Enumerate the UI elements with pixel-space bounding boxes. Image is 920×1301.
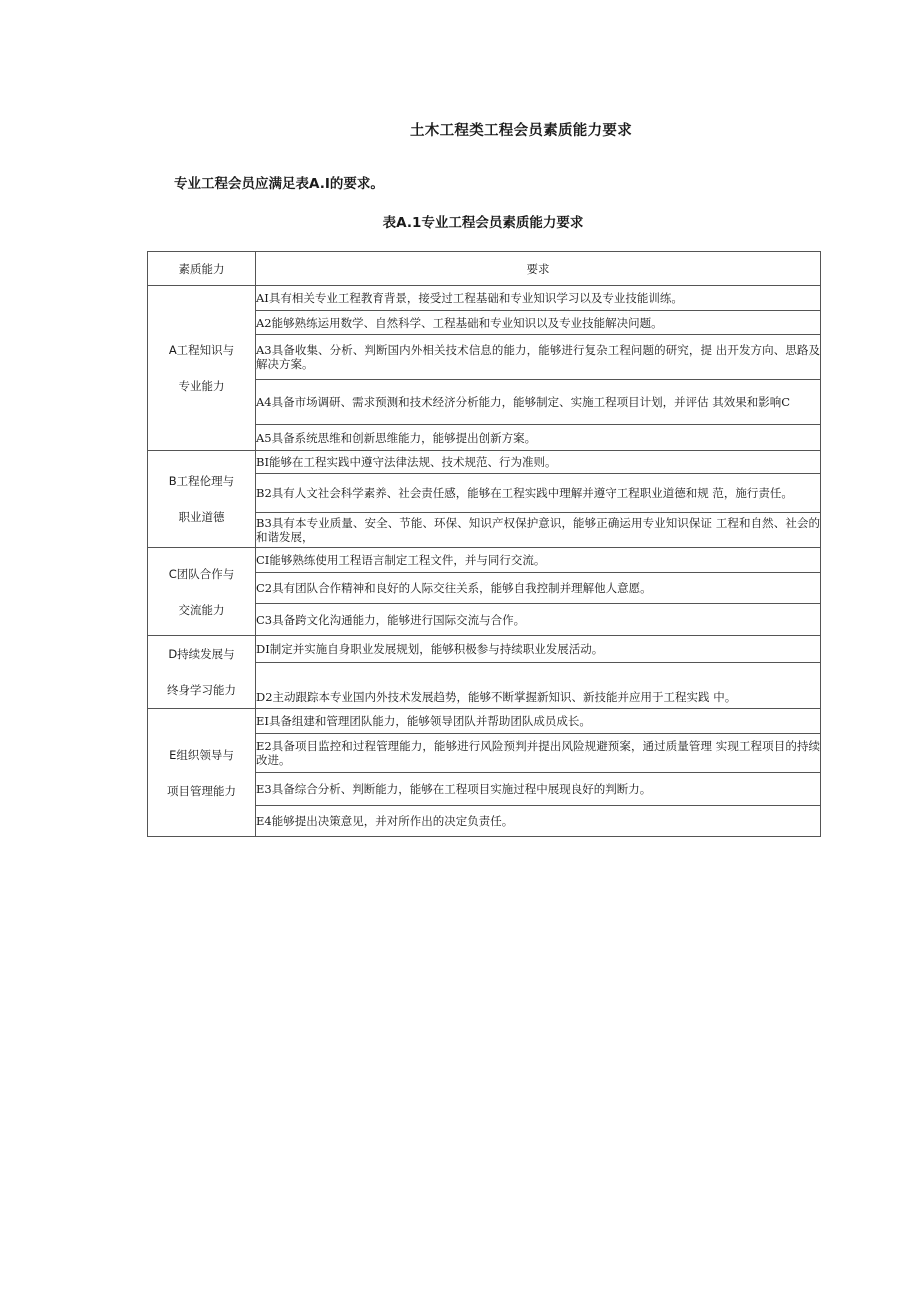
- requirement-item: C2具有团队合作精神和良好的人际交往关系，能够自我控制并理解他人意愿。: [256, 573, 821, 604]
- category-label: 职业道德: [178, 510, 225, 524]
- requirement-item: B2具有人文社会科学素养、社会责任感，能够在工程实践中理解并遵守工程职业道德和规 范，施行责任。: [256, 474, 821, 513]
- requirement-item: A4具备市场调研、需求预测和技术经济分析能力，能够制定、实施工程项目计划，并评估 其效果和影响C: [256, 380, 821, 425]
- requirement-item: DI制定并实施自身职业发展规划，能够积极参与持续职业发展活动。: [256, 636, 821, 663]
- header-requirement: 要求: [256, 252, 821, 286]
- category-label: 终身学习能力: [167, 683, 236, 697]
- requirement-item: E3具备综合分析、判断能力，能够在工程项目实施过程中展现良好的判断力。: [256, 773, 821, 806]
- category-label: 交流能力: [178, 602, 225, 617]
- requirement-item: C3具备跨文化沟通能力，能够进行国际交流与合作。: [256, 604, 821, 636]
- requirement-item: EI具备组建和管理团队能力，能够领导团队并帮助团队成员成长。: [256, 709, 821, 734]
- category-label: 专业能力: [178, 379, 225, 393]
- requirement-item: A3具备收集、分析、判断国内外相关技术信息的能力，能够进行复杂工程问题的研究，提 出开发方向、思路及解决方案。: [256, 335, 821, 380]
- requirement-item: B3具有本专业质量、安全、节能、环保、知识产权保护意识，能够正确运用专业知识保证 工程和自然、社会的和谐发展，: [256, 513, 821, 548]
- table-caption: 表A.1专业工程会员素质能力要求: [382, 215, 584, 231]
- requirement-item: CI能够熟练使用工程语言制定工程文件，并与同行交流。: [256, 548, 821, 573]
- category-e-cell: [148, 709, 256, 837]
- category-label: 项目管理能力: [167, 783, 236, 798]
- page-title: 土木工程类工程会员素质能力要求: [410, 123, 632, 139]
- category-d-cell: [148, 636, 256, 709]
- category-a-cell: [148, 286, 256, 451]
- table-row: [148, 548, 821, 573]
- intro-text: 专业工程会员应满足表A.I的要求。: [174, 176, 384, 192]
- category-c-cell: [148, 548, 256, 636]
- table-header-row: [148, 252, 821, 286]
- requirement-item: A5具备系统思维和创新思维能力，能够提出创新方案。: [256, 425, 821, 451]
- requirements-table: [147, 251, 821, 837]
- category-label: E组织领导与: [169, 747, 234, 762]
- table-row: [148, 709, 821, 734]
- requirement-item: E2具备项目监控和过程管理能力，能够进行风险预判并提出风险规避预案，通过质量管理 实现工程项目的持续改进。: [256, 734, 821, 773]
- category-label: C团队合作与: [168, 566, 235, 581]
- table-row: [148, 636, 821, 663]
- table-row: [148, 451, 821, 474]
- requirement-item: D2主动跟踪本专业国内外技术发展趋势，能够不断掌握新知识、新技能并应用于工程实践 中。: [256, 662, 821, 708]
- header-ability: 素质能力: [148, 252, 256, 286]
- requirement-item: BI能够在工程实践中遵守法律法规、技术规范、行为准则。: [256, 451, 821, 474]
- table-row: [148, 286, 821, 311]
- category-label: D持续发展与: [168, 647, 235, 661]
- requirement-item: E4能够提出决策意见，并对所作出的决定负责任。: [256, 806, 821, 837]
- requirement-item: AI具有相关专业工程教育背景，接受过工程基础和专业知识学习以及专业技能训练。: [256, 286, 821, 311]
- category-label: B工程伦理与: [168, 474, 235, 488]
- requirement-item: A2能够熟练运用数学、自然科学、工程基础和专业知识以及专业技能解决问题。: [256, 311, 821, 335]
- category-label: A工程知识与: [168, 343, 235, 357]
- category-b-cell: [148, 451, 256, 548]
